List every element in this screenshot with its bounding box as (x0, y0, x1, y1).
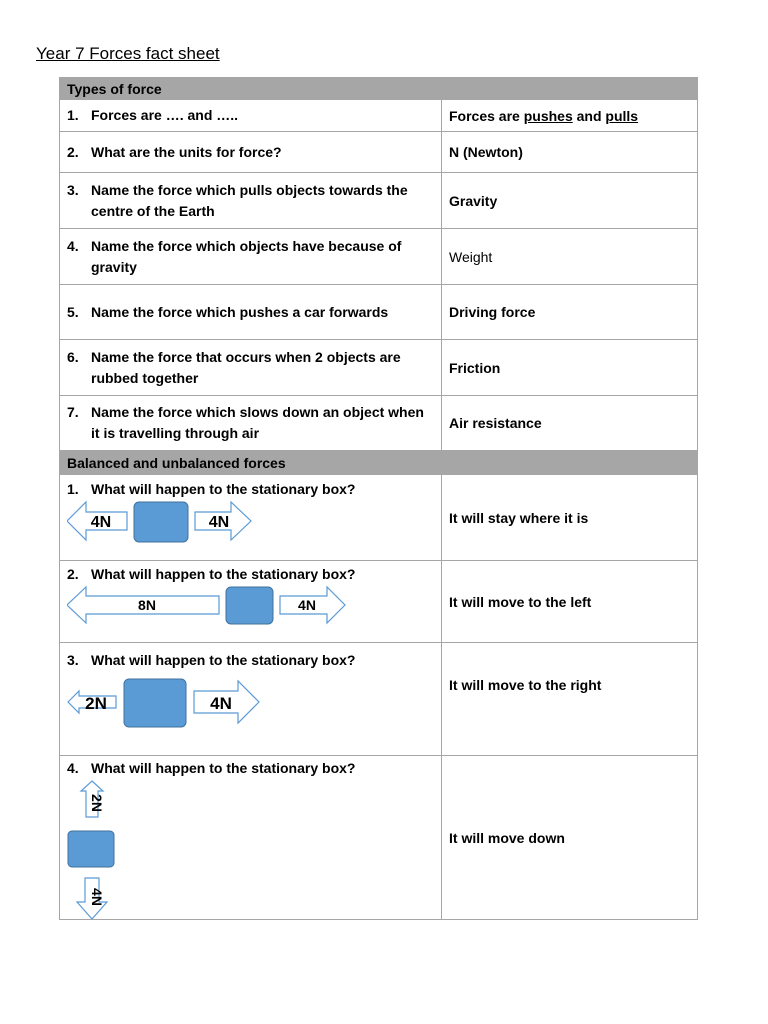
question-number: 4. (67, 237, 79, 254)
section-header-types (60, 78, 698, 100)
right-force-label: 4N (208, 514, 230, 531)
answer-cell: Weight (442, 229, 698, 285)
answer-cell: Gravity (442, 173, 698, 229)
force-diagram (67, 585, 434, 641)
table-row (60, 396, 698, 451)
question-number: 3. (67, 181, 79, 198)
question-text: What will happen to the stationary box? (91, 481, 356, 497)
right-force-label: 4N (298, 597, 316, 613)
table-row (60, 132, 698, 173)
section-header-balanced (60, 451, 698, 475)
question-text: Name the force which pushes a car forwards (91, 303, 389, 320)
question-text: Name the force which slows down an object when it is travelling through air (91, 404, 424, 441)
table-row (60, 643, 698, 756)
question-number: 1. (67, 481, 79, 497)
question-number: 3. (67, 651, 79, 668)
question-text: Name the force which objects have because of gravity (91, 237, 402, 275)
table-row (60, 173, 698, 229)
left-force-label: 4N (90, 514, 112, 531)
table-row (60, 100, 698, 132)
section-header-label: Types of force (60, 78, 442, 100)
question-text: Name the force that occurs when 2 objects are rubbed together (91, 348, 401, 386)
left-force-label: 8N (138, 597, 156, 613)
table-row (60, 561, 698, 643)
table-row (60, 229, 698, 285)
question-number: 2. (67, 566, 79, 582)
answer-cell: It will stay where it is (442, 475, 698, 561)
force-diagram (67, 671, 434, 751)
answer-cell: Air resistance (442, 396, 698, 451)
box (134, 502, 188, 542)
section-header-label: Balanced and unbalanced forces (60, 451, 442, 475)
answer-cell: Driving force (442, 285, 698, 340)
answer-cell: N (Newton) (442, 132, 698, 173)
question-number: 6. (67, 348, 79, 365)
question-number: 5. (67, 303, 79, 320)
table-row (60, 285, 698, 340)
answer-cell: It will move down (442, 756, 698, 920)
page-title: Year 7 Forces fact sheet (36, 44, 220, 63)
force-diagram-vertical (67, 779, 434, 919)
answer-cell: It will move to the left (442, 561, 698, 643)
force-diagram (67, 500, 434, 558)
question-number: 2. (67, 143, 79, 160)
question-number: 4. (67, 760, 79, 776)
left-force-label: 2N (85, 693, 107, 713)
down-force-label: 4N (89, 888, 105, 906)
box (226, 587, 273, 624)
table-row (60, 340, 698, 396)
table-row (60, 475, 698, 561)
answer-pushes: pushes (523, 107, 573, 124)
up-force-label: 2N (89, 794, 105, 812)
fact-table (59, 77, 698, 920)
answer-cell: Friction (442, 340, 698, 396)
question-text: Forces are …. and ….. (91, 107, 239, 123)
question-text: What will happen to the stationary box? (91, 651, 356, 668)
box (68, 831, 114, 867)
table-row (60, 756, 698, 920)
answer-cell: It will move to the right (442, 643, 698, 756)
answer-cell: Forces are pushes and pulls (442, 100, 698, 132)
question-text: What will happen to the stationary box? (91, 566, 356, 582)
question-text: Name the force which pulls objects towards the centre of the Earth (91, 181, 408, 219)
right-force-label: 4N (210, 693, 232, 713)
question-number: 1. (67, 107, 79, 123)
question-number: 7. (67, 404, 79, 420)
question-text: What will happen to the stationary box? (91, 760, 356, 776)
box (124, 679, 186, 727)
answer-pulls: pulls (605, 107, 639, 124)
question-text: What are the units for force? (91, 143, 282, 160)
